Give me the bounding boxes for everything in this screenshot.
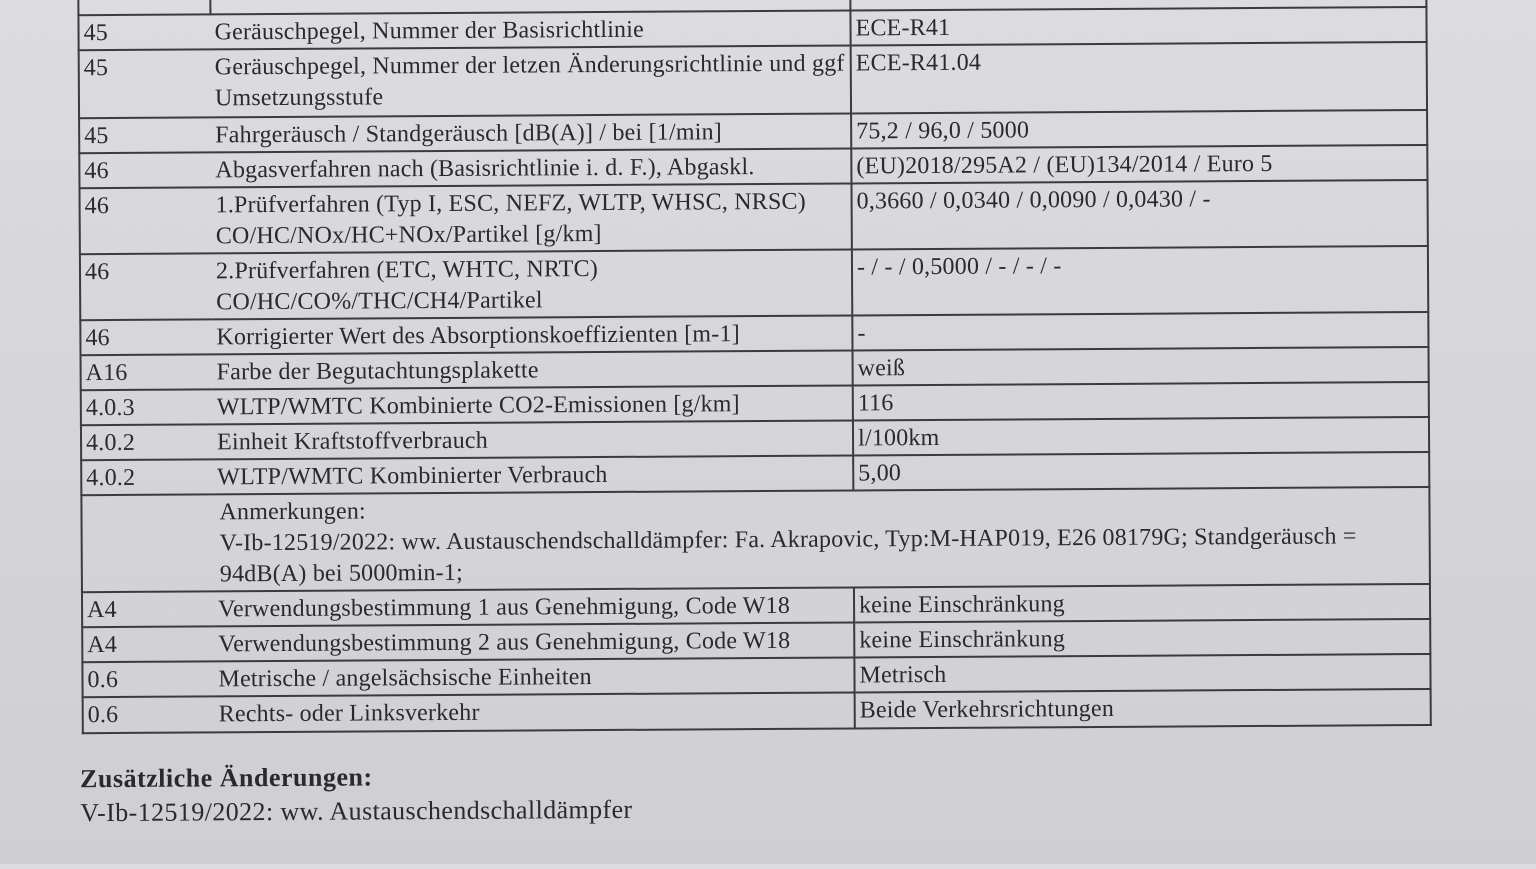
table-row xyxy=(79,180,1427,254)
additional-changes-section xyxy=(80,759,633,830)
row-description: Geräuschpegel, Nummer der Basisrichtlinie xyxy=(210,10,850,49)
row-description: Abgasverfahren nach (Basisrichtlinie i. d. F.), Abgaskl. xyxy=(211,148,851,187)
row-code: 45 xyxy=(79,49,211,118)
row-description: Verwendungsbestimmung 1 aus Genehmigung, Code W18 xyxy=(214,587,854,626)
table-row xyxy=(80,246,1428,320)
additional-changes-heading: Zusätzliche Änderungen: xyxy=(80,762,373,794)
row-value: keine Einschränkung xyxy=(854,619,1430,658)
row-description: Korrigierter Wert des Absorptionskoeffizienten [m-1] xyxy=(212,315,852,354)
remarks-row xyxy=(81,487,1430,592)
row-code: 45 xyxy=(78,14,210,50)
row-value: 116 xyxy=(853,382,1429,421)
row-code: 45 xyxy=(79,117,211,153)
row-description: WLTP/WMTC Kombinierte CO2-Emissionen [g/km] xyxy=(213,385,853,424)
row-description: Rechts- oder Linksverkehr xyxy=(215,692,855,732)
table-row xyxy=(83,689,1431,733)
remarks-cell xyxy=(81,487,1430,592)
row-value: (EU)2018/295A2 / (EU)134/2014 / Euro 5 xyxy=(851,145,1427,184)
row-code: 0.6 xyxy=(82,661,214,697)
row-code: 0.6 xyxy=(83,696,215,733)
row-code xyxy=(78,0,210,15)
row-value: Metrisch xyxy=(854,654,1430,693)
row-code: 4.0.3 xyxy=(81,389,213,425)
row-description: Verwendungsbestimmung 2 aus Genehmigung, Code W18 xyxy=(214,622,854,661)
row-description: 2.Prüfverfahren (ETC, WHTC, NRTC) CO/HC/CO%/THC/CH4/Partikel xyxy=(212,249,852,319)
row-value: - xyxy=(852,312,1428,351)
row-description: Einheit Kraftstoffverbrauch xyxy=(213,420,853,459)
row-value: 5,00 xyxy=(853,452,1429,491)
row-code: 4.0.2 xyxy=(81,459,213,495)
row-code: 46 xyxy=(79,152,211,188)
row-value: keine Einschränkung xyxy=(854,584,1430,623)
row-code: A4 xyxy=(82,591,214,627)
row-description: Fahrgeräusch / Standgeräusch [dB(A)] / bei [1/min] xyxy=(211,113,851,152)
row-description: Metrische / angelsächsische Einheiten xyxy=(214,657,854,696)
row-value: weiß xyxy=(853,347,1429,386)
row-code: A16 xyxy=(81,354,213,390)
row-value: ECE-R41 xyxy=(850,7,1426,46)
row-description: Geräuschpegel, Nummer der letzen Änderungsrichtlinie und ggf Umsetzungsstufe xyxy=(211,45,851,117)
row-value: Beide Verkehrsrichtungen xyxy=(855,689,1431,729)
row-description: 1.Prüfverfahren (Typ I, ESC, NEFZ, WLTP, WHSC, NRSC) CO/HC/NOx/HC+NOx/Partikel [g/km] xyxy=(211,183,851,253)
row-code: 46 xyxy=(80,253,212,320)
table-row xyxy=(79,42,1427,118)
row-value: l/100km xyxy=(853,417,1429,456)
remarks-title: Anmerkungen: xyxy=(219,498,366,526)
row-description: WLTP/WMTC Kombinierter Verbrauch xyxy=(213,455,853,494)
row-value: ECE-R41.04 xyxy=(851,42,1427,114)
row-code: A4 xyxy=(82,626,214,662)
row-code: 4.0.2 xyxy=(81,424,213,460)
row-description: Farbe der Begutachtungsplakette xyxy=(213,350,853,389)
remarks-text: V-Ib-12519/2022: ww. Austauschendschalldämpfer: Fa. Akrapovic, Typ:M-HAP019, E26 08179G; Standgeräusch = 94dB(A) bei 5000min-1; xyxy=(219,523,1357,588)
vehicle-data-table xyxy=(77,0,1432,734)
row-value: - / - / 0,5000 / - / - / - xyxy=(852,246,1428,316)
row-code: 46 xyxy=(80,319,212,355)
row-value: 75,2 / 96,0 / 5000 xyxy=(851,110,1427,149)
row-code: 46 xyxy=(79,187,211,254)
additional-changes-text: V-Ib-12519/2022: ww. Austauschendschalldämpfer xyxy=(80,794,633,828)
row-value: 0,3660 / 0,0340 / 0,0090 / 0,0430 / - xyxy=(851,180,1427,250)
